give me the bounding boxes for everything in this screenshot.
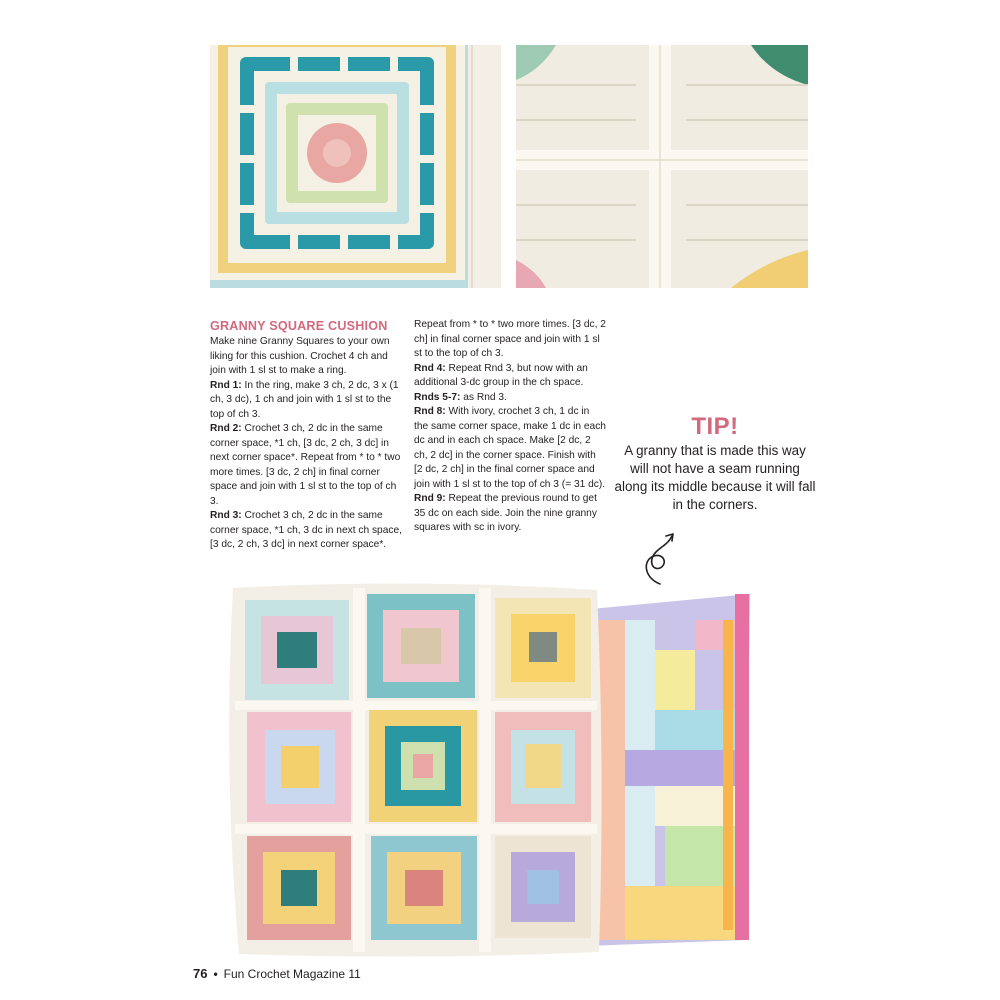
step-label: Rnd 3: xyxy=(210,510,242,521)
step-text: In the ring, make 3 ch, 2 dc, 3 x (1 ch, 3 dc), 1 ch and join with 1 sl st to the top of ch 3. xyxy=(210,379,399,420)
tip-title: TIP! xyxy=(691,413,739,440)
tip-text: A granny that is made this way will not have a seam running along its middle because it will fall in the corners. xyxy=(614,443,816,512)
step-text: Crochet 3 ch, 2 dc in the same corner space, *1 ch, 3 dc in next ch space, [3 dc, 2 ch, 3 dc] in next corner space*. xyxy=(210,510,402,550)
granny-square-closeup-image xyxy=(210,45,501,288)
step-text: Repeat from * to * two more times. [3 dc, 2 ch] in final corner space and join with 1 sl st to the top of ch 3. xyxy=(414,319,606,359)
step-text: Crochet 3 ch, 2 dc in the same corner space, *1 ch, [3 dc, 2 ch, 3 dc] in next corner space*. Repeat from * to * two more times. [3 dc, 2 ch] in final corner space and join with 1 sl st to the top of ch 3. xyxy=(210,423,401,507)
striped-cushion xyxy=(580,594,750,946)
ivory-seam-closeup-photo xyxy=(516,45,808,288)
recipe-intro: Make nine Granny Squares to your own liking for this cushion. Crochet 4 ch and join with 1 sl st to make a ring. xyxy=(210,336,390,376)
instructions-column-left xyxy=(210,318,406,553)
step-label: Rnd 9: xyxy=(414,493,446,504)
step-text: With ivory, crochet 3 ch, 1 dc in the same corner space, make 1 dc in each dc and in each ch space. Make [2 dc, 2 ch, 2 dc] in the corner space. Finish with [2 dc, 2 ch] in the final corner space and join with 1 sl st to the top of ch 3 (= 31 dc). xyxy=(414,406,606,490)
step-rnd-9 xyxy=(414,492,606,536)
step-text: as Rnd 3. xyxy=(460,391,507,403)
page-footer xyxy=(193,966,361,982)
step-label: Rnd 4: xyxy=(414,362,446,374)
step-rnd-8 xyxy=(414,405,606,492)
step-rnd-1 xyxy=(210,379,406,423)
granny-square-closeup-photo xyxy=(210,45,501,288)
granny-square-cushion xyxy=(229,583,601,956)
footer-separator: • xyxy=(213,967,218,981)
swirl-arrow-icon xyxy=(638,530,682,586)
step-label: Rnd 2: xyxy=(210,423,242,434)
step-text: Repeat Rnd 3, but now with an additional 3-dc group in the ch space. xyxy=(414,362,588,388)
step-label: Rnd 1: xyxy=(210,379,242,391)
step-text: Repeat the previous round to get 35 dc on each side. Join the nine granny squares with sc in ivory. xyxy=(414,493,597,533)
step-rnd-3 xyxy=(210,509,406,553)
step-rnds-5-7 xyxy=(414,391,606,406)
tip-box xyxy=(614,413,816,514)
instructions-column-middle xyxy=(414,318,606,536)
ivory-seam-closeup-image xyxy=(516,45,808,288)
cushions-image xyxy=(225,580,785,960)
recipe-title: GRANNY SQUARE CUSHION xyxy=(210,319,388,333)
magazine-name: Fun Crochet Magazine 11 xyxy=(223,967,361,981)
step-rnd-4 xyxy=(414,362,606,391)
page-number: 76 xyxy=(193,966,208,981)
cushions-photo xyxy=(225,580,785,960)
step-label: Rnds 5-7: xyxy=(414,391,461,403)
step-label: Rnd 8: xyxy=(414,406,446,417)
step-rnd-2 xyxy=(210,422,406,509)
step-rnd-3-continued xyxy=(414,318,606,362)
